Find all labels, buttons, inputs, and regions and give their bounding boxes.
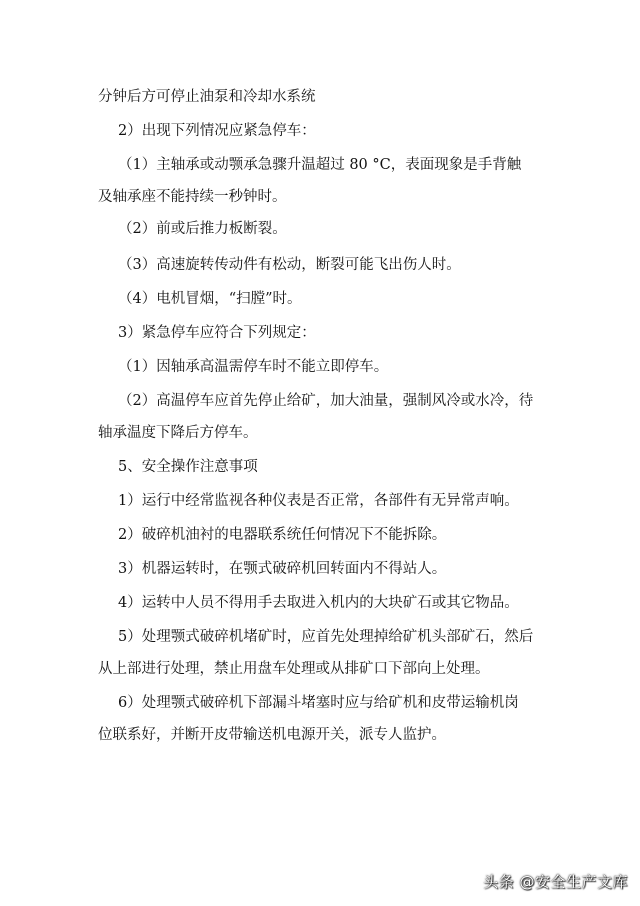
- paragraph-line: 1）运行中经常监视各种仪表是否正常，各部件有无异常声响。: [118, 493, 519, 509]
- paragraph-line: 5）处理颚式破碎机堵矿时，应首先处理掉给矿机头部矿石，然后: [118, 629, 534, 645]
- watermark-text: 头条 @安全生产文库: [483, 873, 628, 891]
- paragraph-line: 3）紧急停车应符合下列规定：: [118, 325, 316, 341]
- paragraph-line: 及轴承座不能持续一秒钟时。: [98, 189, 287, 205]
- paragraph-line: 3）机器运转时，在颚式破碎机回转面内不得站人。: [118, 561, 447, 577]
- paragraph-line: （2）高温停车应首先停止给矿，加大油量，强制风冷或水冷，待: [118, 393, 534, 409]
- section-heading: 5、安全操作注意事项: [118, 459, 258, 475]
- paragraph-line: （3）高速旋转传动件有松动，断裂可能飞出伤人时。: [118, 257, 461, 273]
- paragraph-line: 轴承温度下降后方停车。: [98, 425, 258, 441]
- paragraph-line: 4）运转中人员不得用手去取进入机内的大块矿石或其它物品。: [118, 595, 519, 611]
- paragraph-line: （1）主轴承或动颚承急骤升温超过 80 °C，表面现象是手背触: [118, 157, 522, 173]
- paragraph-line: 位联系好，并断开皮带输送机电源开关，派专人监护。: [98, 727, 446, 743]
- paragraph-line: 6）处理颚式破碎机下部漏斗堵塞时应与给矿机和皮带运输机岗: [118, 695, 519, 711]
- paragraph-line: （1）因轴承高温需停车时不能立即停车。: [118, 359, 389, 375]
- paragraph-line: （2）前或后推力板断裂。: [118, 221, 287, 237]
- paragraph-line: 2）破碎机油衬的电器联系统任何情况下不能拆除。: [118, 527, 447, 543]
- paragraph-line: 分钟后方可停止油泵和冷却水系统: [98, 89, 316, 105]
- paragraph-line: 从上部进行处理，禁止用盘车处理或从排矿口下部向上处理。: [98, 661, 490, 677]
- paragraph-line: （4）电机冒烟，“扫膛”时。: [118, 291, 302, 307]
- paragraph-line: 2）出现下列情况应紧急停车：: [118, 123, 316, 139]
